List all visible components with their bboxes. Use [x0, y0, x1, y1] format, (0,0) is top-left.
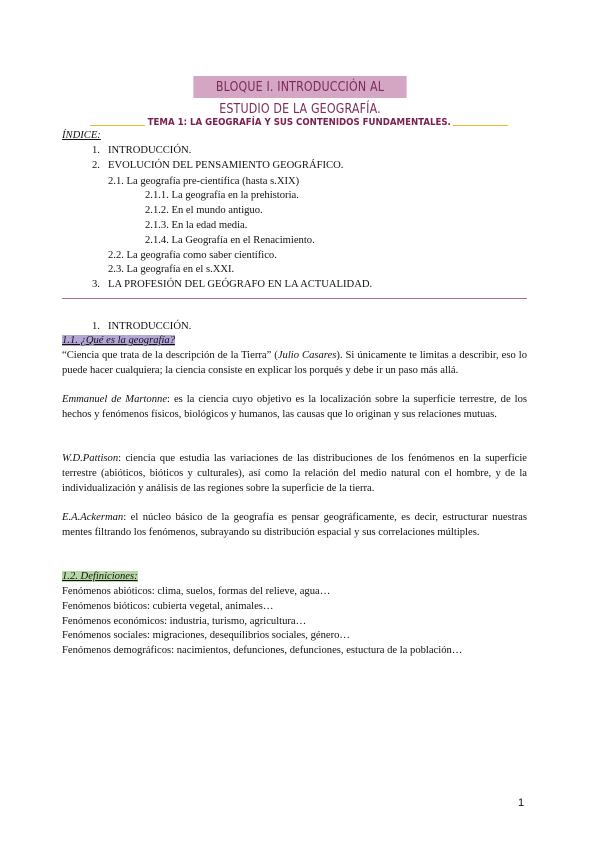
index-text: La geografía pre-científica (hasta s.XIX) [126, 176, 300, 187]
index-text: INTRODUCCIÓN. [108, 145, 192, 156]
divider-left [90, 125, 145, 126]
section-heading-text: INTRODUCCIÓN. [108, 321, 192, 332]
author-name: Julio Casares [277, 350, 337, 361]
tema-title: TEMA 1: LA GEOGRAFÍA Y SUS CONTENIDOS FUNDAMENTALES. [147, 116, 451, 128]
index-num: 2.1.4. [145, 235, 169, 246]
paragraph-text: : es la ciencia cuyo objetivo es la localización sobre la superficie terrestre, de los hechos y fenómenos físicos, biológicos y humanos, las causas que lo originan y sus relaciones mutuas. [62, 394, 527, 420]
index-num: 2.1.2. [145, 205, 169, 216]
index-num: 2. [92, 160, 100, 171]
paragraph-casares [62, 349, 527, 379]
tema-title-row [90, 114, 508, 130]
definition-item: Fenómenos sociales: migraciones, desequilibrios sociales, género… [62, 630, 351, 641]
paragraph-text: ). Si únicamente te limitas a describir, eso lo puede hacer cualquiera; la ciencia consiste en explicar los porqués y debe ir un paso más allá. [62, 350, 528, 376]
paragraph-text: : ciencia que estudia las variaciones de las distribuciones de los fenómenos en la superficie terrestre (abióticos, bióticos y culturales), así como la relación del medio natural con el hombre, y de la individualización y análisis de las regiones sobre la superficie de la tierra. [62, 453, 527, 494]
subheading-text: 1.2. Definiciones: [62, 571, 138, 582]
definition-item: Fenómenos económicos: industria, turismo, agricultura… [62, 616, 307, 627]
paragraph-martonne [62, 393, 527, 423]
definition-item: Fenómenos abióticos: clima, suelos, formas del relieve, agua… [62, 586, 331, 597]
index-num: 3. [92, 279, 100, 290]
index-num: 2.1.1. [145, 190, 169, 201]
index-item [92, 278, 373, 292]
subheading-definitions [62, 570, 138, 584]
divider-right [453, 125, 508, 126]
section-divider [62, 298, 527, 299]
index-text: La Geografía en el Renacimiento. [171, 235, 315, 246]
index-item [108, 263, 234, 277]
index-text: La geografía en la prehistoria. [171, 190, 299, 201]
author-name: W.D.Pattison [62, 453, 119, 464]
index-text: En el mundo antiguo. [171, 205, 263, 216]
index-num: 2.1.3. [145, 220, 169, 231]
section-heading [92, 320, 192, 334]
paragraph-ackerman [62, 511, 527, 541]
index-item [145, 189, 299, 203]
author-name: E.A.Ackerman [62, 512, 124, 523]
index-item [92, 159, 344, 173]
subheading-text: 1.1. ¿Qué es la geografía? [62, 335, 175, 346]
author-name: Emmanuel de Martonne [62, 394, 168, 405]
subheading-what-is-geography [62, 334, 175, 348]
index-text: La geografía en el s.XXI. [126, 264, 235, 275]
index-text: EVOLUCIÓN DEL PENSAMIENTO GEOGRÁFICO. [108, 160, 344, 171]
index-num: 2.1. [108, 176, 124, 187]
index-item [92, 144, 192, 158]
bloque-title: BLOQUE I. INTRODUCCIÓN AL ESTUDIO DE LA GEOGRAFÍA. [193, 76, 406, 98]
index-num: 2.3. [108, 264, 124, 275]
index-item [108, 175, 299, 189]
page-number: 1 [518, 797, 525, 809]
index-item [108, 249, 277, 263]
definition-item: Fenómenos bióticos: cubierta vegetal, animales… [62, 601, 274, 612]
index-item [145, 234, 315, 248]
section-num: 1. [92, 321, 100, 332]
definition-item: Fenómenos demográficos: nacimientos, defunciones, defunciones, estuctura de la población… [62, 645, 463, 656]
index-num: 1. [92, 145, 100, 156]
index-label: ÍNDICE: [62, 130, 101, 141]
quote-text: “Ciencia que trata de la descripción de la Tierra” ( [62, 350, 278, 361]
index-item [145, 219, 247, 233]
paragraph-text: : el núcleo básico de la geografía es pensar geográficamente, es decir, estructurar nuestras mentes filtrando los fenómenos, subrayando su distribución espacial y sus correlaciones múltiples. [62, 512, 527, 538]
index-text: En la edad media. [171, 220, 248, 231]
index-item [145, 204, 263, 218]
index-text: La geografía como saber científico. [126, 250, 277, 261]
paragraph-pattison [62, 452, 527, 496]
index-num: 2.2. [108, 250, 124, 261]
index-text: LA PROFESIÓN DEL GEÓGRAFO EN LA ACTUALIDAD. [108, 279, 373, 290]
